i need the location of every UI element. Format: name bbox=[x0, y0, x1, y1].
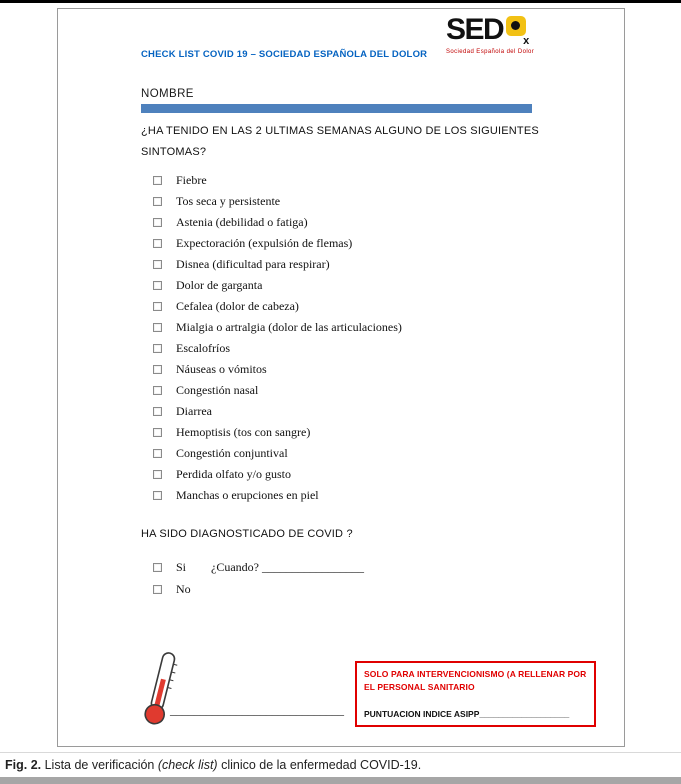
symptom-row bbox=[153, 443, 402, 464]
symptom-checkbox[interactable] bbox=[153, 197, 162, 206]
logo-badge-icon bbox=[506, 16, 530, 47]
intervention-box-title: SOLO PARA INTERVENCIONISMO (A RELLENAR POR EL PERSONAL SANITARIO bbox=[364, 669, 587, 693]
symptom-label: Cefalea (dolor de cabeza) bbox=[176, 299, 299, 313]
symptom-row bbox=[153, 401, 402, 422]
figure-caption-label: Fig. 2. bbox=[5, 758, 42, 772]
symptom-row bbox=[153, 170, 402, 191]
symptom-row bbox=[153, 233, 402, 254]
symptom-row bbox=[153, 275, 402, 296]
symptom-label: Expectoración (expulsión de flemas) bbox=[176, 236, 353, 250]
diagnosis-when-line: _________________ bbox=[262, 559, 364, 574]
name-label: NOMBRE bbox=[141, 88, 194, 100]
symptom-label: Congestión conjuntival bbox=[176, 446, 288, 460]
symptom-label: Escalofríos bbox=[176, 341, 230, 355]
diagnosis-yes-label: Si bbox=[176, 559, 187, 574]
symptom-checkbox[interactable] bbox=[153, 323, 162, 332]
symptom-checkbox[interactable] bbox=[153, 176, 162, 185]
symptom-label: Dolor de garganta bbox=[176, 278, 263, 292]
symptom-label: Disnea (dificultad para respirar) bbox=[176, 257, 330, 271]
intervention-box bbox=[355, 661, 596, 727]
symptom-label: Perdida olfato y/o gusto bbox=[176, 467, 291, 481]
symptom-row bbox=[153, 485, 402, 506]
sed-logo bbox=[446, 15, 566, 55]
symptom-checkbox[interactable] bbox=[153, 449, 162, 458]
asipp-score-label: PUNTUACION INDICE ASIPP___________________ bbox=[364, 709, 570, 719]
symptom-checkbox[interactable] bbox=[153, 239, 162, 248]
symptom-checkbox[interactable] bbox=[153, 260, 162, 269]
symptom-checkbox[interactable] bbox=[153, 428, 162, 437]
symptom-row bbox=[153, 338, 402, 359]
logo-dot-icon bbox=[511, 21, 520, 30]
symptom-row bbox=[153, 380, 402, 401]
symptom-row bbox=[153, 464, 402, 485]
signature-line: _____________________________ bbox=[170, 703, 344, 717]
diagnosis-question: HA SIDO DIAGNOSTICADO DE COVID ? bbox=[141, 528, 353, 540]
symptom-label: Tos seca y persistente bbox=[176, 194, 281, 208]
symptom-label: Fiebre bbox=[176, 173, 207, 187]
name-field-bar bbox=[141, 104, 532, 113]
symptom-row bbox=[153, 191, 402, 212]
symptom-label: Hemoptisis (tos con sangre) bbox=[176, 425, 311, 439]
diagnosis-no-row bbox=[153, 578, 364, 600]
symptom-label: Astenia (debilidad o fatiga) bbox=[176, 215, 308, 229]
logo-x-mark: x bbox=[523, 35, 530, 47]
logo-tagline: Sociedad Española del Dolor bbox=[446, 49, 535, 55]
symptom-label: Mialgia o artralgia (dolor de las articulaciones) bbox=[176, 320, 402, 334]
diagnosis-yes-row bbox=[153, 556, 364, 578]
symptom-checkbox[interactable] bbox=[153, 407, 162, 416]
figure-caption-text: Lista de verificación bbox=[41, 758, 158, 772]
symptom-checkbox[interactable] bbox=[153, 365, 162, 374]
symptom-row bbox=[153, 212, 402, 233]
symptom-checkbox[interactable] bbox=[153, 491, 162, 500]
symptom-checkbox[interactable] bbox=[153, 302, 162, 311]
symptom-list bbox=[153, 170, 402, 506]
symptom-checkbox[interactable] bbox=[153, 470, 162, 479]
symptom-label: Diarrea bbox=[176, 404, 212, 418]
symptom-row bbox=[153, 317, 402, 338]
diagnosis-when-label: ¿Cuando? bbox=[211, 559, 259, 574]
diagnosis-no-label: No bbox=[176, 581, 191, 596]
figure-caption bbox=[5, 758, 421, 772]
symptom-label: Náuseas o vómitos bbox=[176, 362, 267, 376]
figure-caption-italic: (check list) bbox=[157, 758, 218, 772]
diagnosis-yes-checkbox[interactable] bbox=[153, 563, 162, 572]
checklist-page bbox=[57, 8, 625, 747]
sed-logo-top bbox=[446, 15, 566, 45]
symptom-checkbox[interactable] bbox=[153, 344, 162, 353]
diagnosis-options bbox=[153, 556, 364, 600]
symptom-checkbox[interactable] bbox=[153, 386, 162, 395]
symptoms-question: ¿HA TENIDO EN LAS 2 ULTIMAS SEMANAS ALGUNO DE LOS SIGUIENTES SINTOMAS? bbox=[141, 125, 539, 159]
symptom-label: Congestión nasal bbox=[176, 383, 259, 397]
symptom-row bbox=[153, 422, 402, 443]
symptom-checkbox[interactable] bbox=[153, 281, 162, 290]
symptom-checkbox[interactable] bbox=[153, 218, 162, 227]
caption-divider bbox=[0, 752, 681, 753]
logo-text: SED bbox=[446, 13, 504, 46]
bottom-gray-bar bbox=[0, 777, 681, 784]
symptom-row bbox=[153, 296, 402, 317]
symptom-label: Manchas o erupciones en piel bbox=[176, 488, 319, 502]
top-black-bar bbox=[0, 0, 681, 3]
document-title: CHECK LIST COVID 19 – SOCIEDAD ESPAÑOLA DEL DOLOR bbox=[141, 49, 428, 60]
symptom-row bbox=[153, 359, 402, 380]
symptom-row bbox=[153, 254, 402, 275]
figure-caption-text: clinico de la enfermedad COVID-19. bbox=[217, 758, 422, 772]
diagnosis-no-checkbox[interactable] bbox=[153, 585, 162, 594]
